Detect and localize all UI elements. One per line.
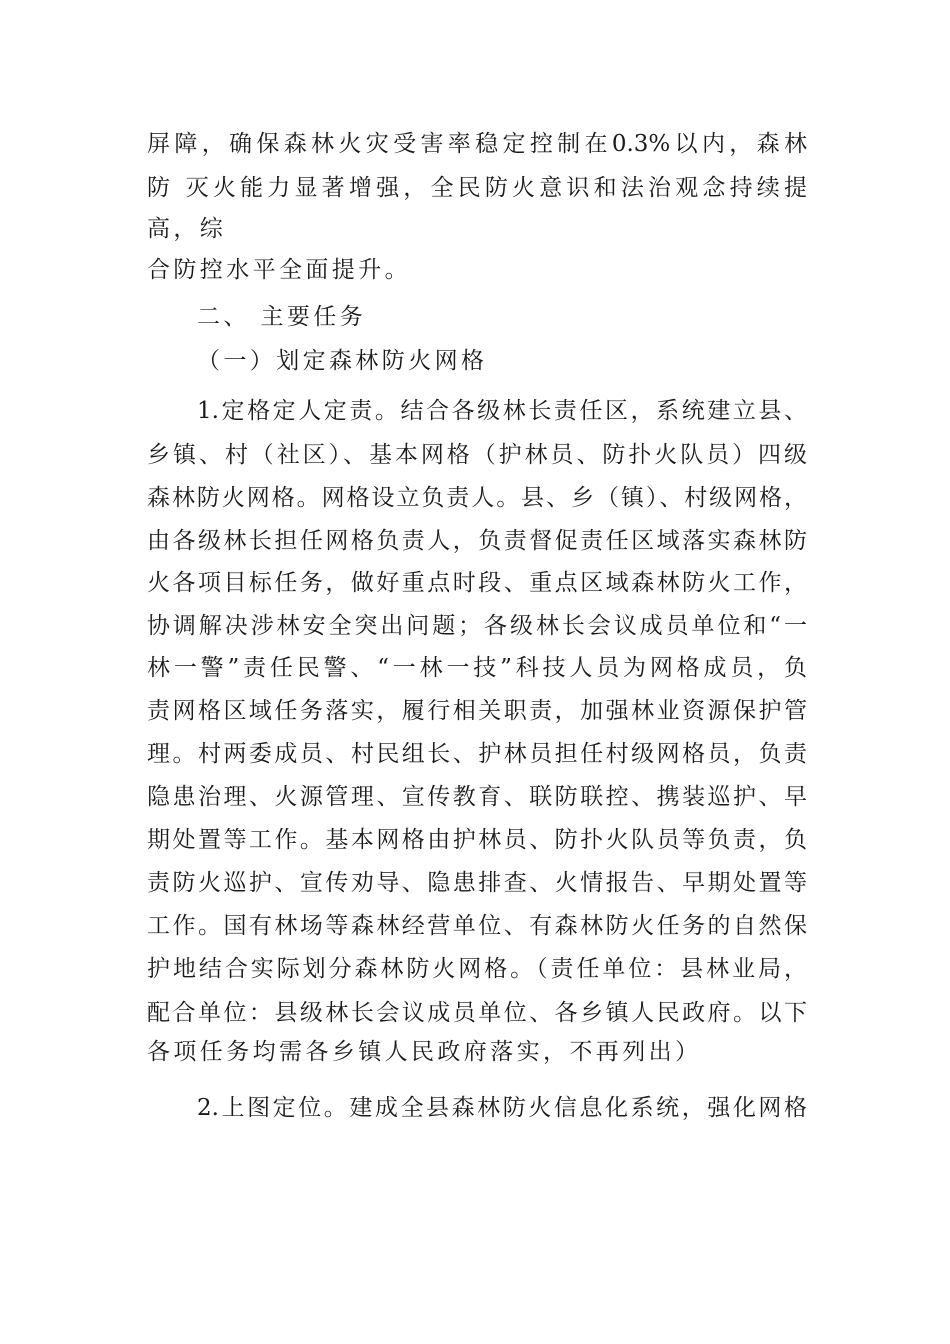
subsection-heading: （一）划定森林防火网格	[197, 348, 488, 374]
paragraph-line: 理。村两委成员、村民组长、护林员担任村级网格员，负责	[147, 741, 807, 767]
paragraph-line: 协调解决涉林安全突出问题；各级林长会议成员单位和“一	[147, 613, 807, 639]
paragraph-line: 护地结合实际划分森林防火网格。（责任单位：县林业局，	[147, 956, 807, 982]
paragraph-line: 隐患治理、火源管理、宣传教育、联防联控、携装巡护、早	[147, 784, 807, 810]
paragraph-line: 配合单位：县级林长会议成员单位、各乡镇人民政府。以下	[147, 1000, 807, 1026]
paragraph-line: 各项任务均需各乡镇人民政府落实，不再列出）	[147, 1039, 702, 1065]
paragraph-line: 责网格区域任务落实，履行相关职责，加强林业资源保护管	[147, 698, 807, 724]
paragraph-line: 1.定格定人定责。结合各级林长责任区，系统建立县、	[197, 398, 807, 424]
paragraph-line: 工作。国有林场等森林经营单位、有森林防火任务的自然保	[147, 913, 807, 939]
paragraph-line: 防 灭火能力显著增强，全民防火意识和法治观念持续提	[147, 175, 807, 201]
paragraph-line: 森林防火网格。网格设立负责人。县、乡（镇）、村级网格，	[147, 485, 807, 511]
paragraph-line: 高，综	[147, 216, 227, 242]
paragraph-line: 屏障，确保森林火灾受害率稳定控制在0.3%以内，森林	[147, 131, 807, 157]
paragraph-line: 林一警”责任民警、“一林一技”科技人员为网格成员，负	[147, 655, 807, 681]
section-heading: 二、 主要任务	[197, 304, 367, 330]
paragraph-line: 责防火巡护、宣传劝导、隐患排查、火情报告、早期处置等	[147, 870, 807, 896]
paragraph-line: 乡镇、村（社区）、基本网格（护林员、防扑火队员）四级	[147, 442, 807, 468]
paragraph-line: 合防控水平全面提升。	[147, 257, 411, 283]
paragraph-line: 期处置等工作。基本网格由护林员、防扑火队员等负责，负	[147, 827, 807, 853]
paragraph-line: 火各项目标任务，做好重点时段、重点区域森林防火工作，	[147, 570, 807, 596]
paragraph-line: 由各级林长担任网格负责人，负责督促责任区域落实森林防	[147, 528, 807, 554]
paragraph-line: 2.上图定位。建成全县森林防火信息化系统，强化网格	[197, 1095, 807, 1121]
